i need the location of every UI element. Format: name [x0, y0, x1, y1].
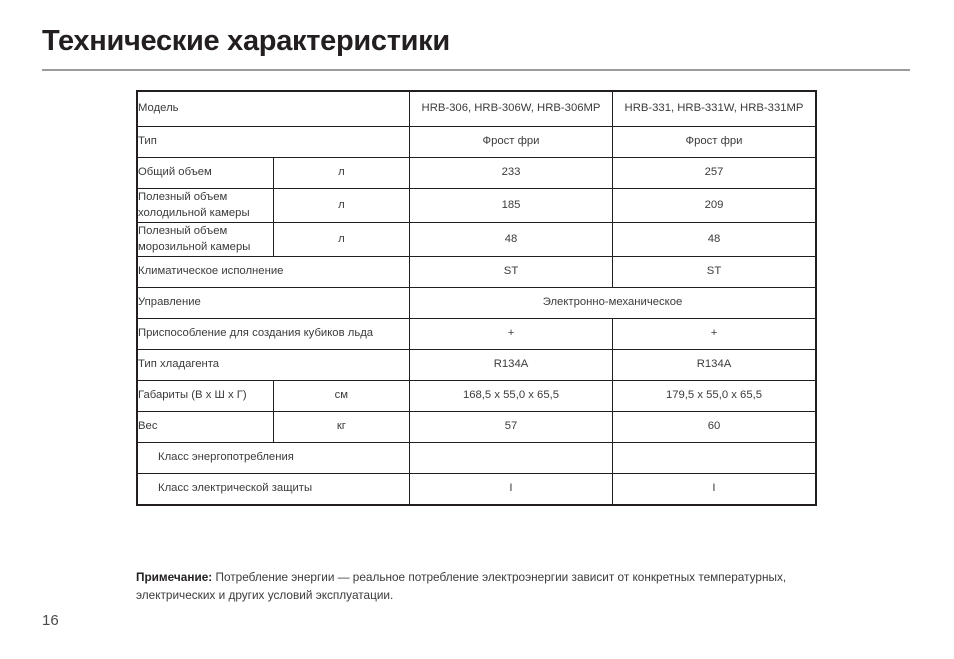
row-value-1: + — [410, 319, 613, 350]
row-value-1: Фрост фри — [410, 127, 613, 158]
row-value-2: I — [613, 474, 817, 506]
row-value-1: ST — [410, 257, 613, 288]
table-row — [137, 288, 816, 319]
row-value-2: 48 — [613, 223, 817, 257]
specifications-table-body — [137, 91, 816, 505]
footnote — [136, 568, 826, 605]
row-value-2: HRB-331, HRB-331W, HRB-331MP — [613, 91, 817, 127]
row-value-merged: Электронно-механическое — [410, 288, 817, 319]
row-value-1: 48 — [410, 223, 613, 257]
row-value-2: 179,5 х 55,0 х 65,5 — [613, 381, 817, 412]
row-label: Полезный объем морозильной камеры — [137, 223, 273, 257]
table-row — [137, 257, 816, 288]
table-row — [137, 127, 816, 158]
table-row — [137, 412, 816, 443]
row-unit: л — [273, 223, 409, 257]
table-row — [137, 443, 816, 474]
row-value-1: 57 — [410, 412, 613, 443]
table-row — [137, 91, 816, 127]
row-label: Приспособление для создания кубиков льда — [137, 319, 410, 350]
row-value-2: 60 — [613, 412, 817, 443]
table-row — [137, 223, 816, 257]
row-unit: см — [273, 381, 409, 412]
row-value-2: ST — [613, 257, 817, 288]
row-label: Тип хладагента — [137, 350, 410, 381]
row-value-2: Фрост фри — [613, 127, 817, 158]
table-row — [137, 319, 816, 350]
table-row — [137, 158, 816, 189]
row-label: Тип — [137, 127, 410, 158]
row-value-1: HRB-306, HRB-306W, HRB-306MP — [410, 91, 613, 127]
row-value-2: 209 — [613, 189, 817, 223]
row-unit: л — [273, 158, 409, 189]
specifications-table-container — [136, 90, 817, 506]
row-unit: л — [273, 189, 409, 223]
row-label: Класс энергопотребления — [137, 443, 410, 474]
table-row — [137, 350, 816, 381]
row-value-1: R134A — [410, 350, 613, 381]
row-label: Модель — [137, 91, 410, 127]
specifications-table — [136, 90, 817, 506]
page-title: Технические характеристики — [42, 25, 450, 57]
row-value-1 — [410, 443, 613, 474]
row-value-1: 168,5 х 55,0 х 65,5 — [410, 381, 613, 412]
footnote-lead: Примечание: — [136, 570, 213, 584]
row-label: Габариты (В х Ш х Г) — [137, 381, 273, 412]
row-value-1: I — [410, 474, 613, 506]
table-row — [137, 381, 816, 412]
row-value-1: 185 — [410, 189, 613, 223]
table-row — [137, 189, 816, 223]
row-value-1: 233 — [410, 158, 613, 189]
row-label: Класс электрической защиты — [137, 474, 410, 506]
row-value-2 — [613, 443, 817, 474]
row-label: Управление — [137, 288, 410, 319]
row-label: Полезный объем холодильной камеры — [137, 189, 273, 223]
row-label: Климатическое исполнение — [137, 257, 410, 288]
table-row — [137, 474, 816, 506]
footnote-text: Потребление энергии — реальное потребление электроэнергии зависит от конкретных температурных, электрических и других условий эксплуатации. — [136, 570, 787, 603]
page-number: 16 — [42, 612, 59, 629]
row-value-2: 257 — [613, 158, 817, 189]
row-value-2: + — [613, 319, 817, 350]
row-value-2: R134A — [613, 350, 817, 381]
title-divider — [42, 69, 910, 71]
row-unit: кг — [273, 412, 409, 443]
row-label: Общий объем — [137, 158, 273, 189]
row-label: Вес — [137, 412, 273, 443]
